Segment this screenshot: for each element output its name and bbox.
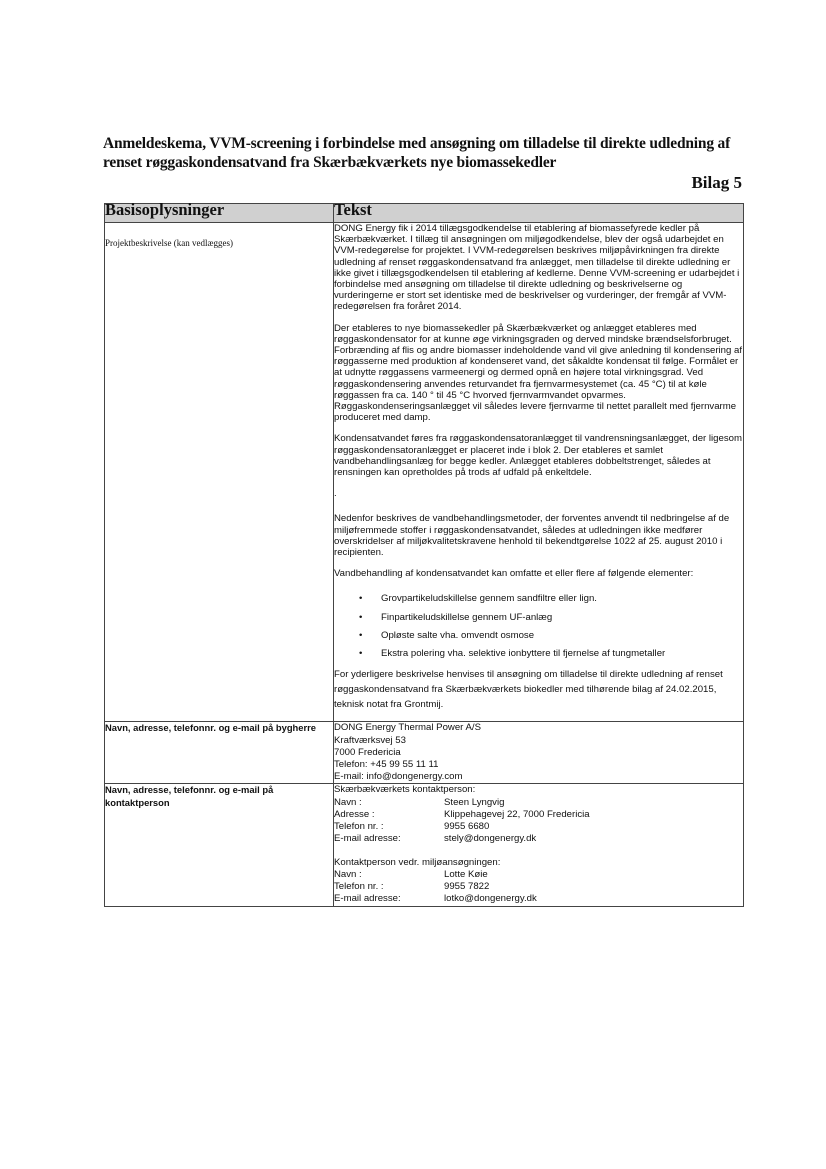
table-row-owner: [105, 722, 744, 784]
bullet-marker: •: [359, 648, 363, 660]
owner-label: Navn, adresse, telefonnr. og e-mail på bygherre: [105, 722, 334, 784]
contact-label: Navn, adresse, telefonnr. og e-mail på kontaktperson: [105, 784, 334, 906]
contact-value: Steen Lyngvig: [444, 796, 505, 808]
contact-value: lotko@dongenergy.dk: [444, 893, 537, 905]
contact-value: Klippehagevej 22, 7000 Fredericia: [444, 808, 590, 820]
owner-email: E-mail: info@dongenergy.com: [334, 771, 463, 783]
contact-key: Navn :: [334, 868, 362, 880]
contact-key: Adresse :: [334, 808, 375, 820]
contact-row: [334, 833, 743, 845]
contact-value: Lotte Køie: [444, 868, 488, 880]
contact-section2-title: Kontaktperson vedr. miljøansøgningen:: [334, 856, 501, 868]
contact-row: [334, 809, 743, 821]
owner-details: [334, 722, 744, 784]
bullet-marker: •: [359, 593, 363, 605]
table-header-row: [105, 204, 744, 223]
contact-value: 9955 6680: [444, 820, 490, 832]
basis-info-table: [104, 200, 744, 907]
contact-key: Navn :: [334, 796, 362, 808]
contact-key: E-mail adresse:: [334, 833, 401, 845]
list-item: [359, 611, 743, 623]
contact-row: [334, 869, 743, 881]
contact-key: Telefon nr. :: [334, 881, 384, 893]
contact-value: 9955 7822: [444, 881, 490, 893]
spacer: [334, 845, 743, 856]
table-row-project: [105, 223, 744, 722]
table-row-contact: [105, 784, 744, 906]
header-tekst: Tekst: [334, 204, 744, 223]
contact-key: Telefon nr. :: [334, 820, 384, 832]
contact-value: stely@dongenergy.dk: [444, 833, 537, 845]
paragraph-2: Der etableres to nye biomassekedler på Skærbækværket og anlægget etableres med røggaskondensator for at kunne øge virkningsgraden og derved mindske brændselsforbruget. Forbrænding af flis og andre biomasser indeholdende vand vil give anledning til kondensering af røggasserne med produktion af kondenseret vand, det såkaldte kondensat til følge. Formålet er at udnytte røggassens varmeenergi og dermed opnå en højere total virkningsgrad. Ved røggaskondensering anvendes returvandet fra fjernvarmesystemet (ca. 45 °C) til at køle røggassen fra ca. 140 ° til 45 °C hvorved fjernvarmvandet opvarmes. Røggaskondenseringsanlægget vil således levere fjernvarme til nettet parallelt med fjernvarme produceret med damp.: [334, 322, 742, 424]
paragraph-4: Nedenfor beskrives de vandbehandlingsmetoder, der forventes anvendt til nedbringelse af de miljøfremmede stoffer i røggaskondensatvandet, således at udledningen ikke medfører overskridelser af miljøkvalitetskravene henhold til bekendtgørelse 1022 af 25. august 2010 i recipienten.: [334, 513, 730, 559]
contact-section1-title: Skærbækværkets kontaktperson:: [334, 784, 476, 796]
list-item: [359, 629, 743, 641]
paragraph-dot: .: [334, 488, 337, 500]
bullet-marker: •: [359, 629, 363, 641]
contact-row: [334, 797, 743, 809]
list-item: [359, 593, 743, 605]
paragraph-3: Kondensatvandet føres fra røggaskondensatoranlægget til vandrensningsanlægget, der ligesom røggaskondensatoranlægget er placeret inde i blok 2. Der etableres et samlet vandbehandlingsanlæg for begge kedler. Anlægget etableres dobbeltstrenget, således at rensningen kan opretholdes på trods af udfald på enkeltdele.: [334, 433, 742, 479]
bullet-marker: •: [359, 611, 363, 623]
project-label: Projektbeskrivelse (kan vedlægges): [105, 223, 334, 722]
project-description: [334, 223, 744, 722]
list-item-text: Ekstra polering vha. selektive ionbyttere til fjernelse af tungmetaller: [381, 648, 666, 660]
appendix-label: Bilag 5: [691, 173, 742, 192]
owner-street: Kraftværksvej 53: [334, 734, 406, 746]
owner-phone: Telefon: +45 99 55 11 11: [334, 758, 439, 770]
contact-row: [334, 893, 743, 905]
contact-key: E-mail adresse:: [334, 893, 401, 905]
paragraph-5: Vandbehandling af kondensatvandet kan omfatte et eller flere af følgende elementer:: [334, 568, 694, 580]
list-item-text: Opløste salte vha. omvendt osmose: [381, 629, 535, 641]
list-item: [359, 648, 743, 660]
owner-city: 7000 Fredericia: [334, 746, 401, 758]
owner-company: DONG Energy Thermal Power A/S: [334, 722, 481, 734]
contact-row: [334, 821, 743, 833]
contact-details: [334, 784, 744, 906]
contact-row: [334, 881, 743, 893]
list-item-text: Grovpartikeludskillelse gennem sandfiltre eller lign.: [381, 593, 597, 605]
document-title: Anmeldeskema, VVM-screening i forbindelse med ansøgning om tilladelse til direkte udledning af renset røggaskondensatvand fra Skærbækværkets nye biomassekedler: [103, 135, 731, 171]
list-item-text: Finpartikeludskillelse gennem UF-anlæg: [381, 611, 553, 623]
paragraph-1: DONG Energy fik i 2014 tillægsgodkendelse til etablering af biomassefyrede kedler på Skærbækværket. I tillæg til ansøgningen om miljøgodkendelse, blev der også udarbejdet en VVM-redegørelse for projektet. I VVM-redegørelsen beskrives miljøpåvirkningen fra direkte udledning af renset røggaskondensatvand fra anlægget, men tilladelse til direkte udledning er ikke givet i tillægsgodkendelsen til etablering af kedlerne. Denne VVM-screening er udarbejdet i forbindelse med ansøgning om tilladelse til direkte udledning og beskrivelserne og vurderingerne er stort set identiske med de beskrivelser og vurderinger, der fremgår af VVM-redegørelsen fra foråret 2014.: [334, 223, 740, 313]
closing-paragraph: For yderligere beskrivelse henvises til ansøgning om tilladelse til direkte udledning af renset røggaskondensatvand fra Skærbækværkets biokedler med tilhørende bilag af 24.02.2015, teknisk notat fra Grontmij.: [334, 669, 723, 711]
header-basisoplysninger: Basisoplysninger: [105, 204, 334, 223]
treatment-list: [334, 593, 743, 659]
